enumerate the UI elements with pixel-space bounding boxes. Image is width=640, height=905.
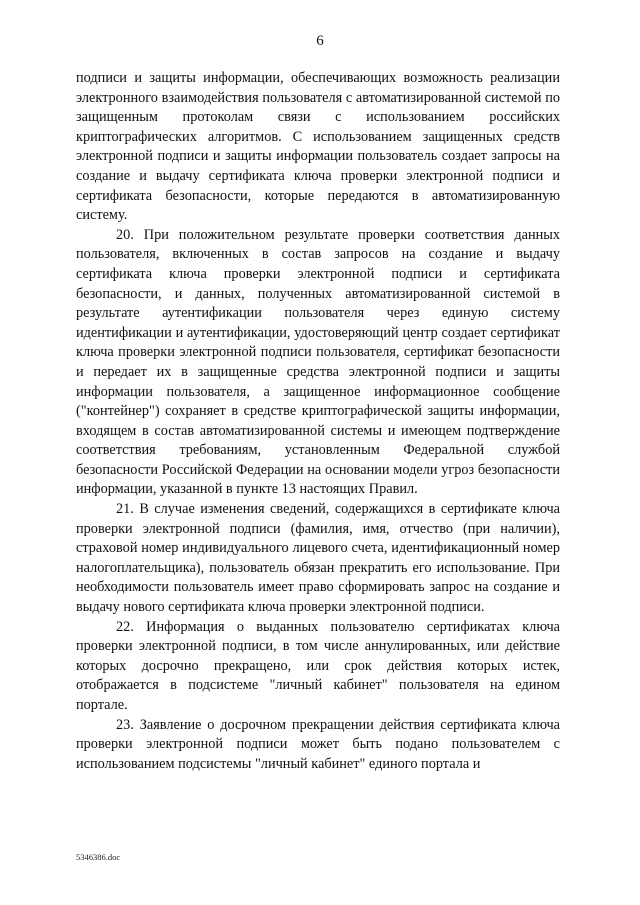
- document-body: [76, 69, 560, 774]
- paragraph-23: 23. Заявление о досрочном прекращении действия сертификата ключа проверки электронной подписи может быть подано пользователем с использованием подсистемы "личный кабинет" единого портала и: [76, 716, 560, 772]
- paragraph-20: 20. При положительном результате проверки соответствия данных пользователя, включенных в состав запросов на создание и выдачу сертификата ключа проверки электронной подписи и сертификата безопасности, и данных, полученных автоматизированной системой в результате аутентификации пользователя через единую систему идентификации и аутентификации, удостоверяющий центр создает сертификат ключа проверки электронной подписи пользователя, сертификат безопасности и передает их в защищенные средства электронной подписи и защиты информации пользователя, а защищенное информационное сообщение ("контейнер") сохраняет в средстве криптографической защиты информации, входящем в состав автоматизированной системы и имеющем подтверждение соответствия требованиям, установленным Федеральной службой безопасности Российской Федерации на основании модели угроз безопасности информации, указанной в пункте 13 настоящих Правил.: [76, 226, 560, 498]
- page-number: 6: [316, 33, 324, 49]
- footer-file-code: 5346386.doc: [76, 852, 121, 862]
- paragraph-22: 22. Информация о выданных пользователю сертификатах ключа проверки электронной подписи, в том числе аннулированных, или действие которых досрочно прекращено, или срок действия которых истек, отображается в подсистеме "личный кабинет" пользователя на едином портале.: [76, 618, 560, 713]
- paragraph-continuation: подписи и защиты информации, обеспечивающих возможность реализации электронного взаимодействия пользователя с автоматизированной системой по защищенным протоколам связи с использованием российских криптографических алгоритмов. С использованием защищенных средств электронной подписи и защиты информации пользователь создает запросы на создание и выдачу сертификата ключа проверки электронной подписи и сертификата безопасности, которые передаются в автоматизированную систему.: [76, 70, 560, 224]
- paragraph-21: 21. В случае изменения сведений, содержащихся в сертификате ключа проверки электронной подписи (фамилия, имя, отчество (при наличии), страховой номер индивидуального лицевого счета, идентификационный номер налогоплательщика), пользователь обязан прекратить его использование. При необходимости пользователь имеет право сформировать запрос на создание и выдачу нового сертификата ключа проверки электронной подписи.: [76, 501, 560, 616]
